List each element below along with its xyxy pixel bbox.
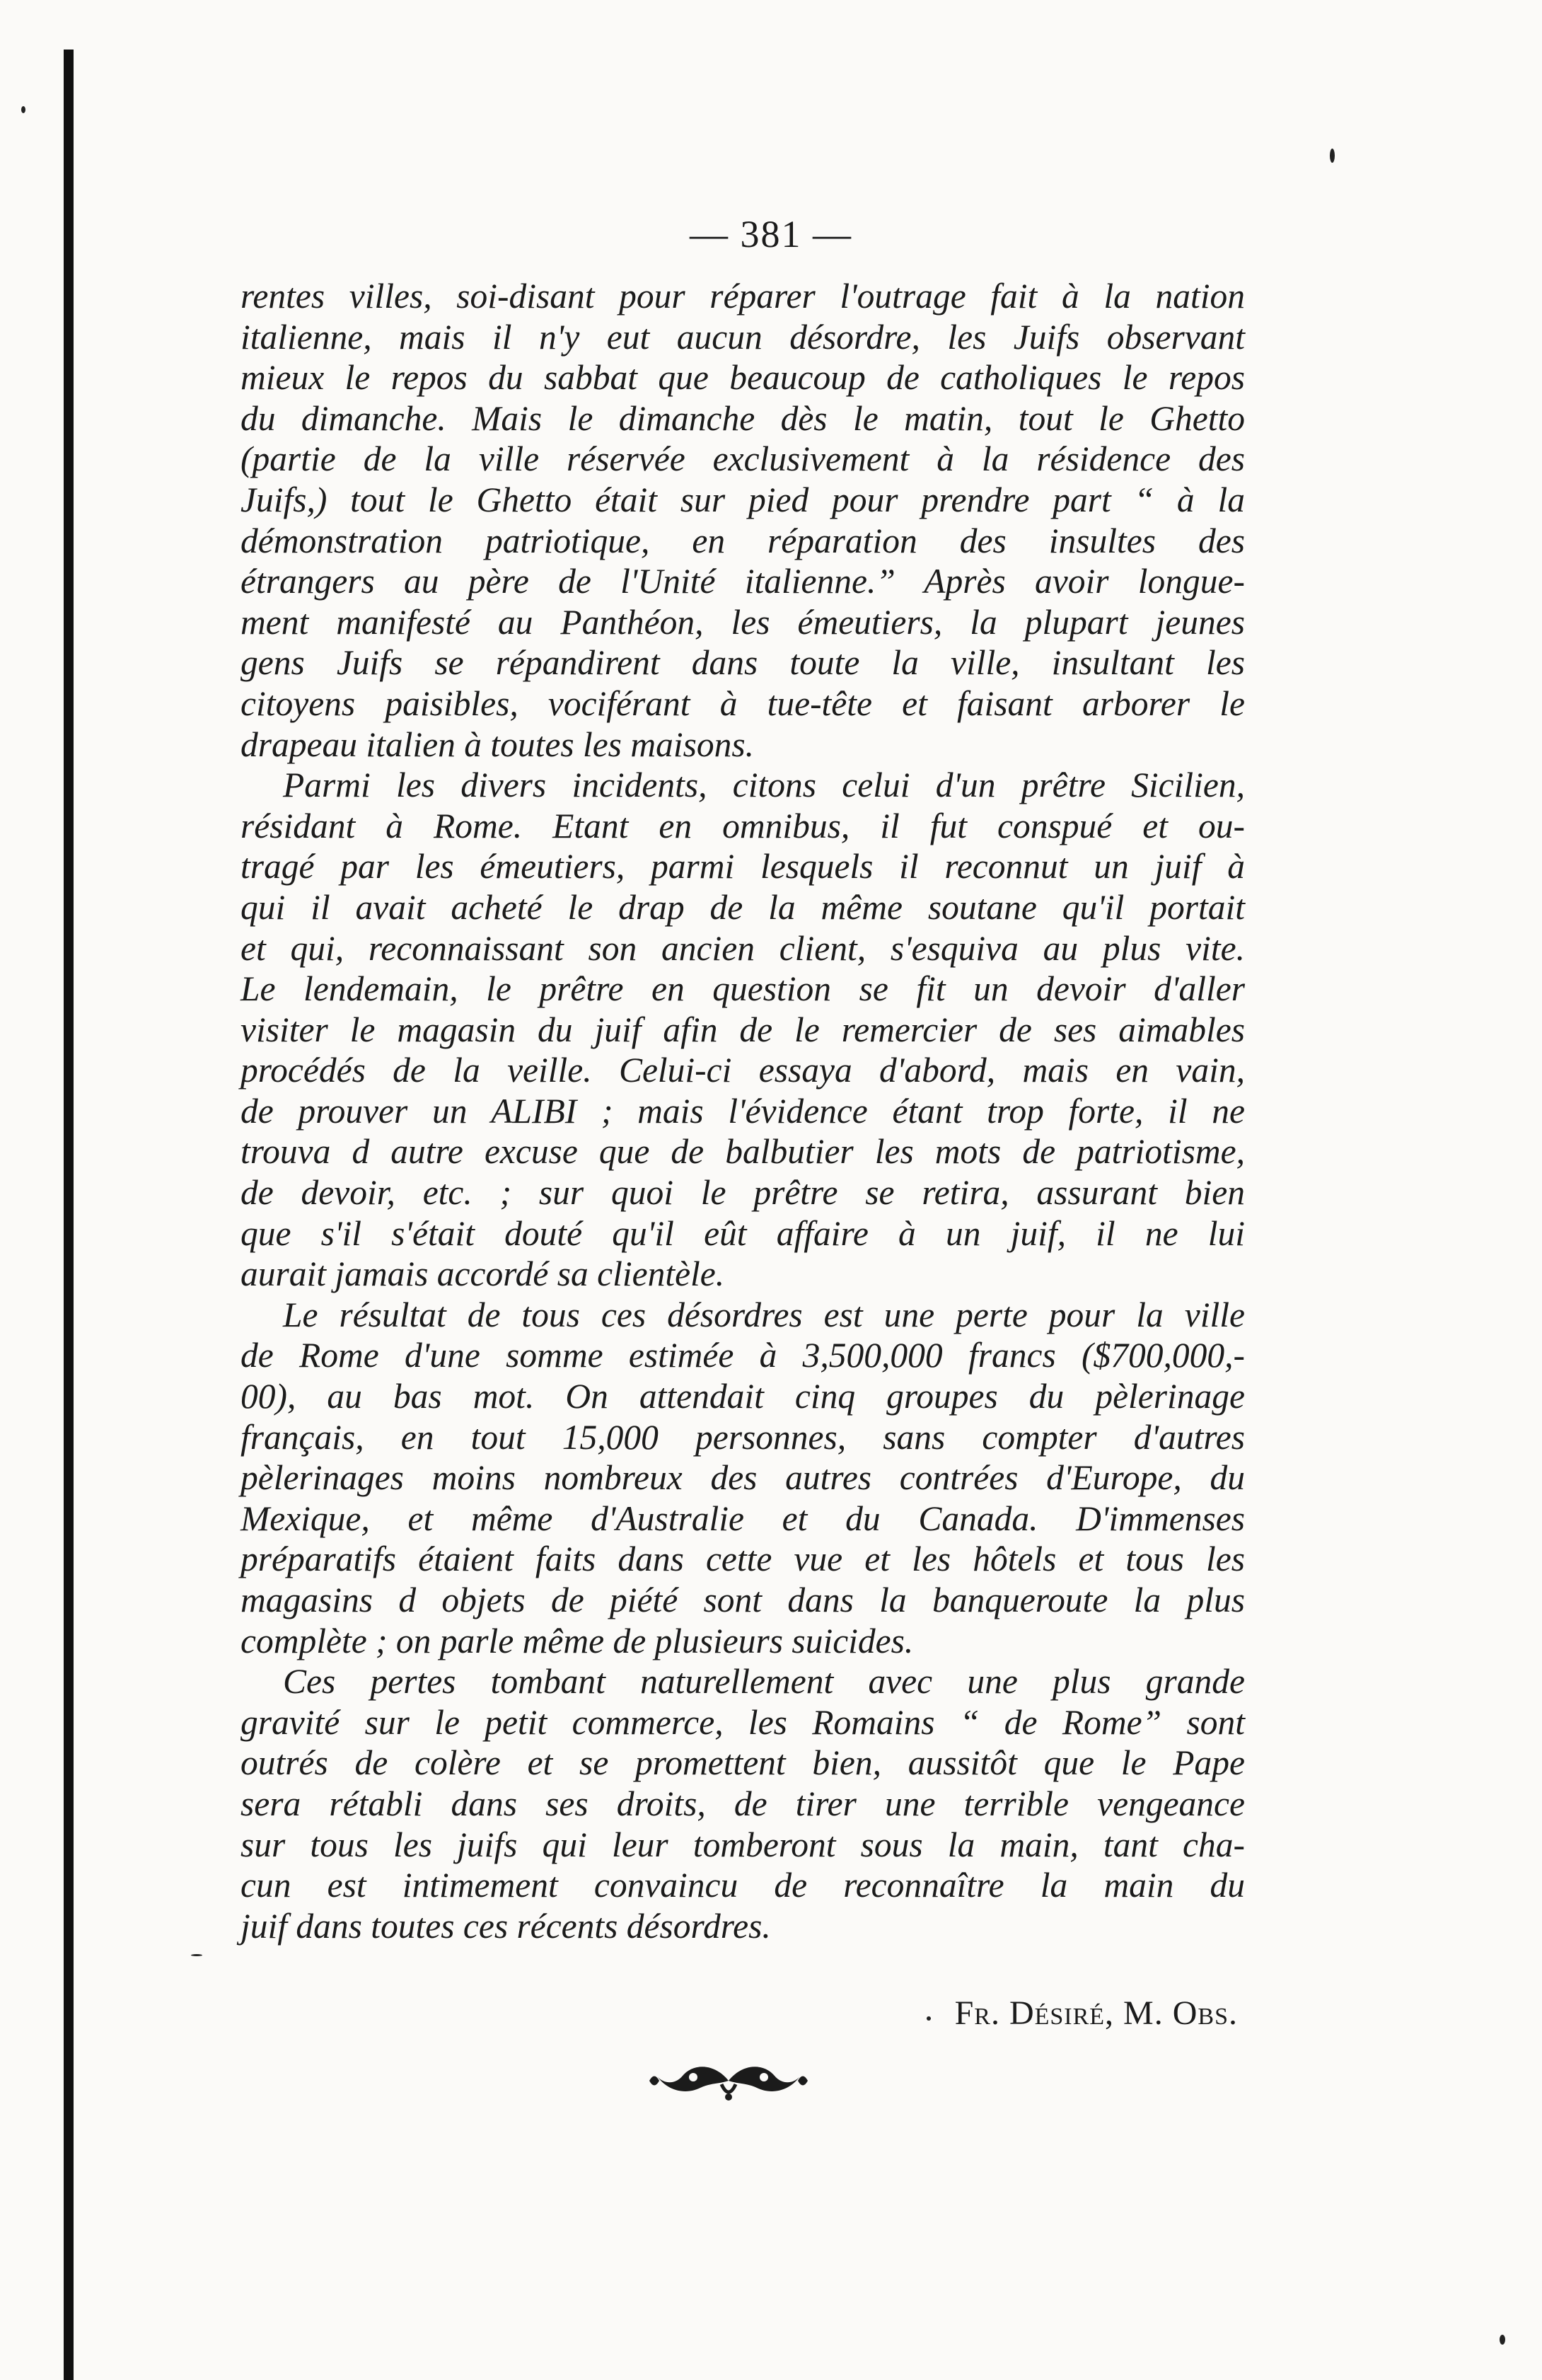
text-line: que s'il s'était douté qu'il eût affaire à un juif, il ne lui bbox=[240, 1213, 1245, 1253]
speck bbox=[1330, 149, 1335, 163]
paragraph bbox=[240, 765, 1245, 1295]
paragraph bbox=[240, 276, 1245, 765]
text-line: de Rome d'une somme estimée à 3,500,000 francs ($700,000,- bbox=[240, 1336, 1245, 1375]
text-line: étrangers au père de l'Unité italienne.” Après avoir longue- bbox=[240, 562, 1245, 601]
text-line: juif dans toutes ces récents désordres. bbox=[240, 1906, 771, 1946]
page-number: — 381 — bbox=[690, 213, 852, 255]
text-line: complète ; on parle même de plusieurs suicides. bbox=[240, 1621, 914, 1660]
paragraph bbox=[240, 1295, 1245, 1661]
text-line: et qui, reconnaissant son ancien client, s'esquiva au plus vite. bbox=[240, 928, 1245, 968]
text-line: cun est intimement convaincu de reconnaître la main du bbox=[240, 1866, 1245, 1905]
paragraph-list bbox=[240, 276, 1245, 1946]
text-line: rentes villes, soi-disant pour réparer l'outrage fait à la nation bbox=[240, 277, 1245, 316]
text-line: visiter le magasin du juif afin de le remercier de ses aimables bbox=[240, 1010, 1245, 1049]
text-line: Juifs,) tout le Ghetto était sur pied pour prendre part “ à la bbox=[240, 480, 1245, 519]
speck bbox=[1500, 2335, 1505, 2345]
text-line: de devoir, etc. ; sur quoi le prêtre se retira, assurant bien bbox=[240, 1173, 1245, 1213]
signature: Fr. Désiré, M. Obs. bbox=[954, 1994, 1238, 2032]
text-line: gravité sur le petit commerce, les Romains “ de Rome” sont bbox=[240, 1702, 1245, 1742]
text-line: drapeau italien à toutes les maisons. bbox=[240, 724, 754, 764]
text-line: Parmi les divers incidents, citons celui d'un prêtre Sicilien, bbox=[283, 766, 1245, 805]
text-line: Ces pertes tombant naturellement avec une plus grande bbox=[283, 1662, 1245, 1702]
text-line: du dimanche. Mais le dimanche dès le matin, tout le Ghetto bbox=[240, 398, 1245, 438]
text-line: magasins d objets de piété sont dans la banqueroute la plus bbox=[240, 1581, 1245, 1619]
text-line: pèlerinages moins nombreux des autres contrées d'Europe, du bbox=[240, 1458, 1245, 1498]
text-line: outrés de colère et se promettent bien, aussitôt que le Pape bbox=[240, 1743, 1245, 1783]
text-line: démonstration patriotique, en réparation des insultes des bbox=[240, 521, 1245, 560]
text-line: préparatifs étaient faits dans cette vue et les hôtels et tous les bbox=[240, 1540, 1245, 1579]
speck bbox=[191, 1954, 202, 1956]
text-line: français, en tout 15,000 personnes, sans compter d'autres bbox=[240, 1417, 1245, 1457]
text-line: italienne, mais il n'y eut aucun désordre, les Juifs observant bbox=[240, 317, 1245, 357]
text-line: Le lendemain, le prêtre en question se fit un devoir d'aller bbox=[240, 969, 1245, 1009]
floral-ornament-icon bbox=[644, 2056, 813, 2105]
speck bbox=[21, 106, 25, 113]
text-line: de prouver un ALIBI ; mais l'évidence étant trop forte, il ne bbox=[240, 1091, 1245, 1131]
text-line: ment manifesté au Panthéon, les émeutiers, la plupart jeunes bbox=[240, 602, 1245, 642]
text-line: trouva d autre excuse que de balbutier les mots de patriotisme, bbox=[240, 1132, 1245, 1172]
speck bbox=[927, 2016, 931, 2021]
text-line: aurait jamais accordé sa clientèle. bbox=[240, 1254, 725, 1294]
text-line: sera rétabli dans ses droits, de tirer une terrible vengeance bbox=[240, 1784, 1245, 1823]
text-line: 00), au bas mot. On attendait cinq groupes du pèlerinage bbox=[240, 1377, 1245, 1416]
text-line: qui il avait acheté le drap de la même soutane qu'il portait bbox=[240, 887, 1245, 927]
article-body bbox=[240, 276, 1245, 1946]
text-line: sur tous les juifs qui leur tomberont sous la main, tant cha- bbox=[240, 1825, 1245, 1864]
paragraph bbox=[240, 1661, 1245, 1946]
text-line: (partie de la ville réservée exclusivement à la résidence des bbox=[240, 439, 1245, 479]
text-line: procédés de la veille. Celui-ci essaya d'abord, mais en vain, bbox=[240, 1051, 1245, 1090]
text-line: résidant à Rome. Etant en omnibus, il fut conspué et ou- bbox=[240, 806, 1245, 845]
text-line: Mexique, et même d'Australie et du Canada. D'immenses bbox=[240, 1498, 1245, 1538]
text-line: tragé par les émeutiers, parmi lesquels il reconnut un juif à bbox=[240, 847, 1245, 886]
text-line: gens Juifs se répandirent dans toute la ville, insultant les bbox=[240, 643, 1245, 683]
text-line: citoyens paisibles, vociférant à tue-tête et faisant arborer le bbox=[240, 683, 1245, 723]
text-line: mieux le repos du sabbat que beaucoup de catholiques le repos bbox=[240, 358, 1245, 398]
binding-edge bbox=[64, 50, 74, 2380]
text-line: Le résultat de tous ces désordres est une perte pour la ville bbox=[283, 1295, 1245, 1334]
